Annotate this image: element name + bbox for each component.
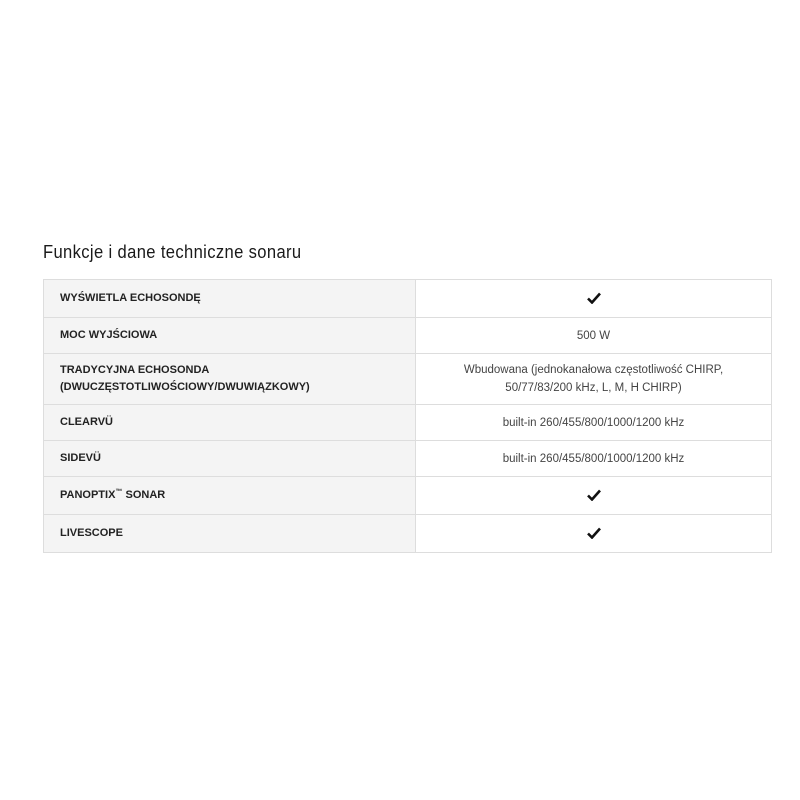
table-row: [44, 405, 772, 441]
spec-name-text: PANOPTIX: [60, 489, 116, 501]
table-row: [44, 515, 772, 553]
table-row: [44, 441, 772, 477]
spec-value: built-in 260/455/800/1000/1200 kHz: [416, 405, 772, 441]
spec-value: [416, 477, 772, 515]
spec-name-text: SONAR: [122, 489, 166, 501]
spec-name: LIVESCOPE: [44, 515, 416, 553]
spec-name: [44, 477, 416, 515]
check-icon: [587, 527, 601, 539]
spec-value: [416, 280, 772, 318]
spec-name: CLEARVÜ: [44, 405, 416, 441]
section-title: Funkcje i dane techniczne sonaru: [43, 242, 302, 262]
spec-name: WYŚWIETLA ECHOSONDĘ: [44, 280, 416, 318]
spec-name: SIDEVÜ: [44, 441, 416, 477]
spec-name: MOC WYJŚCIOWA: [44, 318, 416, 354]
spec-value-line: Wbudowana (jednokanałowa częstotliwość CHIRP,: [463, 364, 724, 376]
check-icon: [587, 489, 601, 501]
trademark-symbol: ™: [115, 488, 123, 496]
spec-value: [416, 515, 772, 553]
spec-name-line: TRADYCYJNA ECHOSONDA: [60, 364, 210, 376]
spec-value: built-in 260/455/800/1000/1200 kHz: [416, 441, 772, 477]
spec-value: 500 W: [416, 318, 772, 354]
check-icon: [587, 292, 601, 304]
spec-table: [43, 279, 772, 553]
table-row: [44, 477, 772, 515]
table-row: [44, 354, 772, 405]
spec-name-line: (DWUCZĘSTOTLIWOŚCIOWY/DWUWIĄZKOWY): [60, 381, 310, 393]
spec-value: [416, 354, 772, 405]
table-row: [44, 318, 772, 354]
spec-value-line: 50/77/83/200 kHz, L, M, H CHIRP): [505, 382, 682, 394]
table-row: [44, 280, 772, 318]
spec-name: [44, 354, 416, 405]
